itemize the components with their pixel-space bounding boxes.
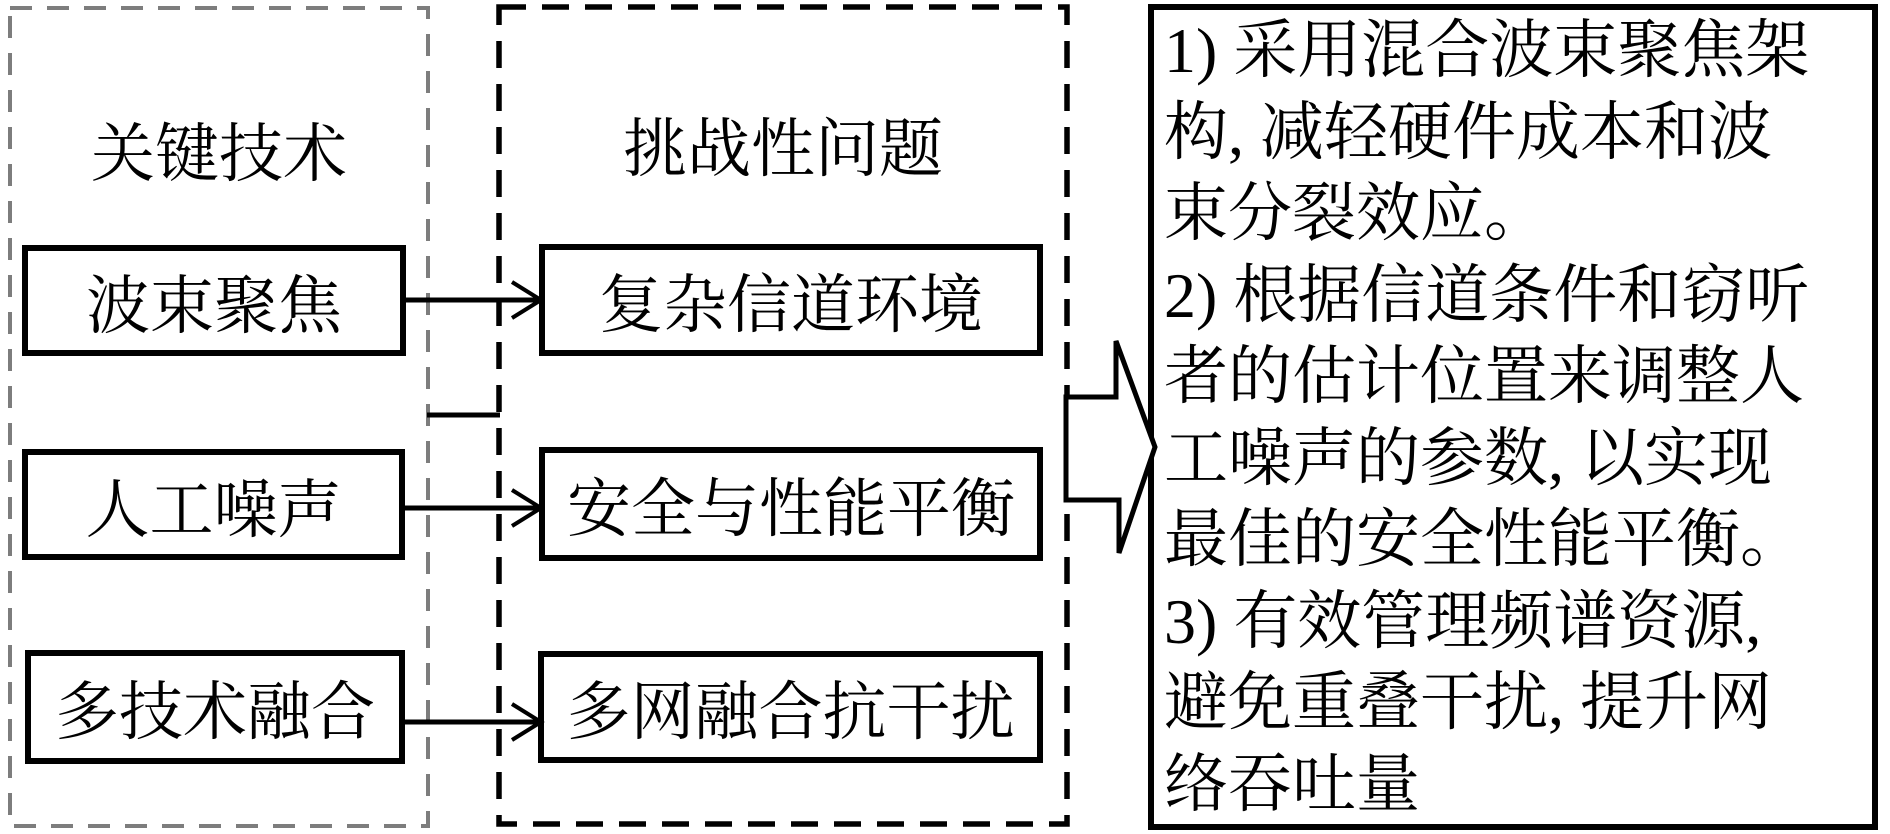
label-security-performance-balance: 安全与性能平衡	[567, 474, 1015, 545]
label-beam-focus: 波束聚焦	[86, 270, 342, 342]
right-text-line: 工噪声的参数, 以实现	[1164, 422, 1772, 494]
right-text-line: 束分裂效应。	[1164, 178, 1548, 249]
label-multi-network-anti-interference: 多网融合抗干扰	[566, 677, 1015, 748]
middle-panel-title: 挑战性问题	[623, 114, 943, 185]
right-text-line: 1) 采用混合波束聚焦架	[1164, 15, 1810, 86]
right-text-line: 络吞吐量	[1164, 748, 1420, 820]
right-text-line: 避免重叠干扰, 提升网	[1164, 667, 1772, 738]
right-text-line: 2) 根据信道条件和窃听	[1164, 259, 1810, 331]
label-artificial-noise: 人工噪声	[85, 474, 342, 546]
right-text-line: 最佳的安全性能平衡。	[1164, 504, 1804, 575]
left-panel-title: 关键技术	[91, 119, 347, 190]
right-text-line: 者的估计位置来调整人	[1164, 341, 1804, 412]
right-panel-text	[1164, 10, 1872, 825]
label-complex-channel: 复杂信道环境	[599, 270, 983, 341]
label-multi-tech-fusion: 多技术融合	[55, 677, 375, 748]
right-text-line: 构, 减轻硬件成本和波	[1164, 96, 1772, 168]
right-text-line: 3) 有效管理频谱资源,	[1164, 585, 1762, 657]
block-arrow-icon	[1066, 341, 1155, 553]
